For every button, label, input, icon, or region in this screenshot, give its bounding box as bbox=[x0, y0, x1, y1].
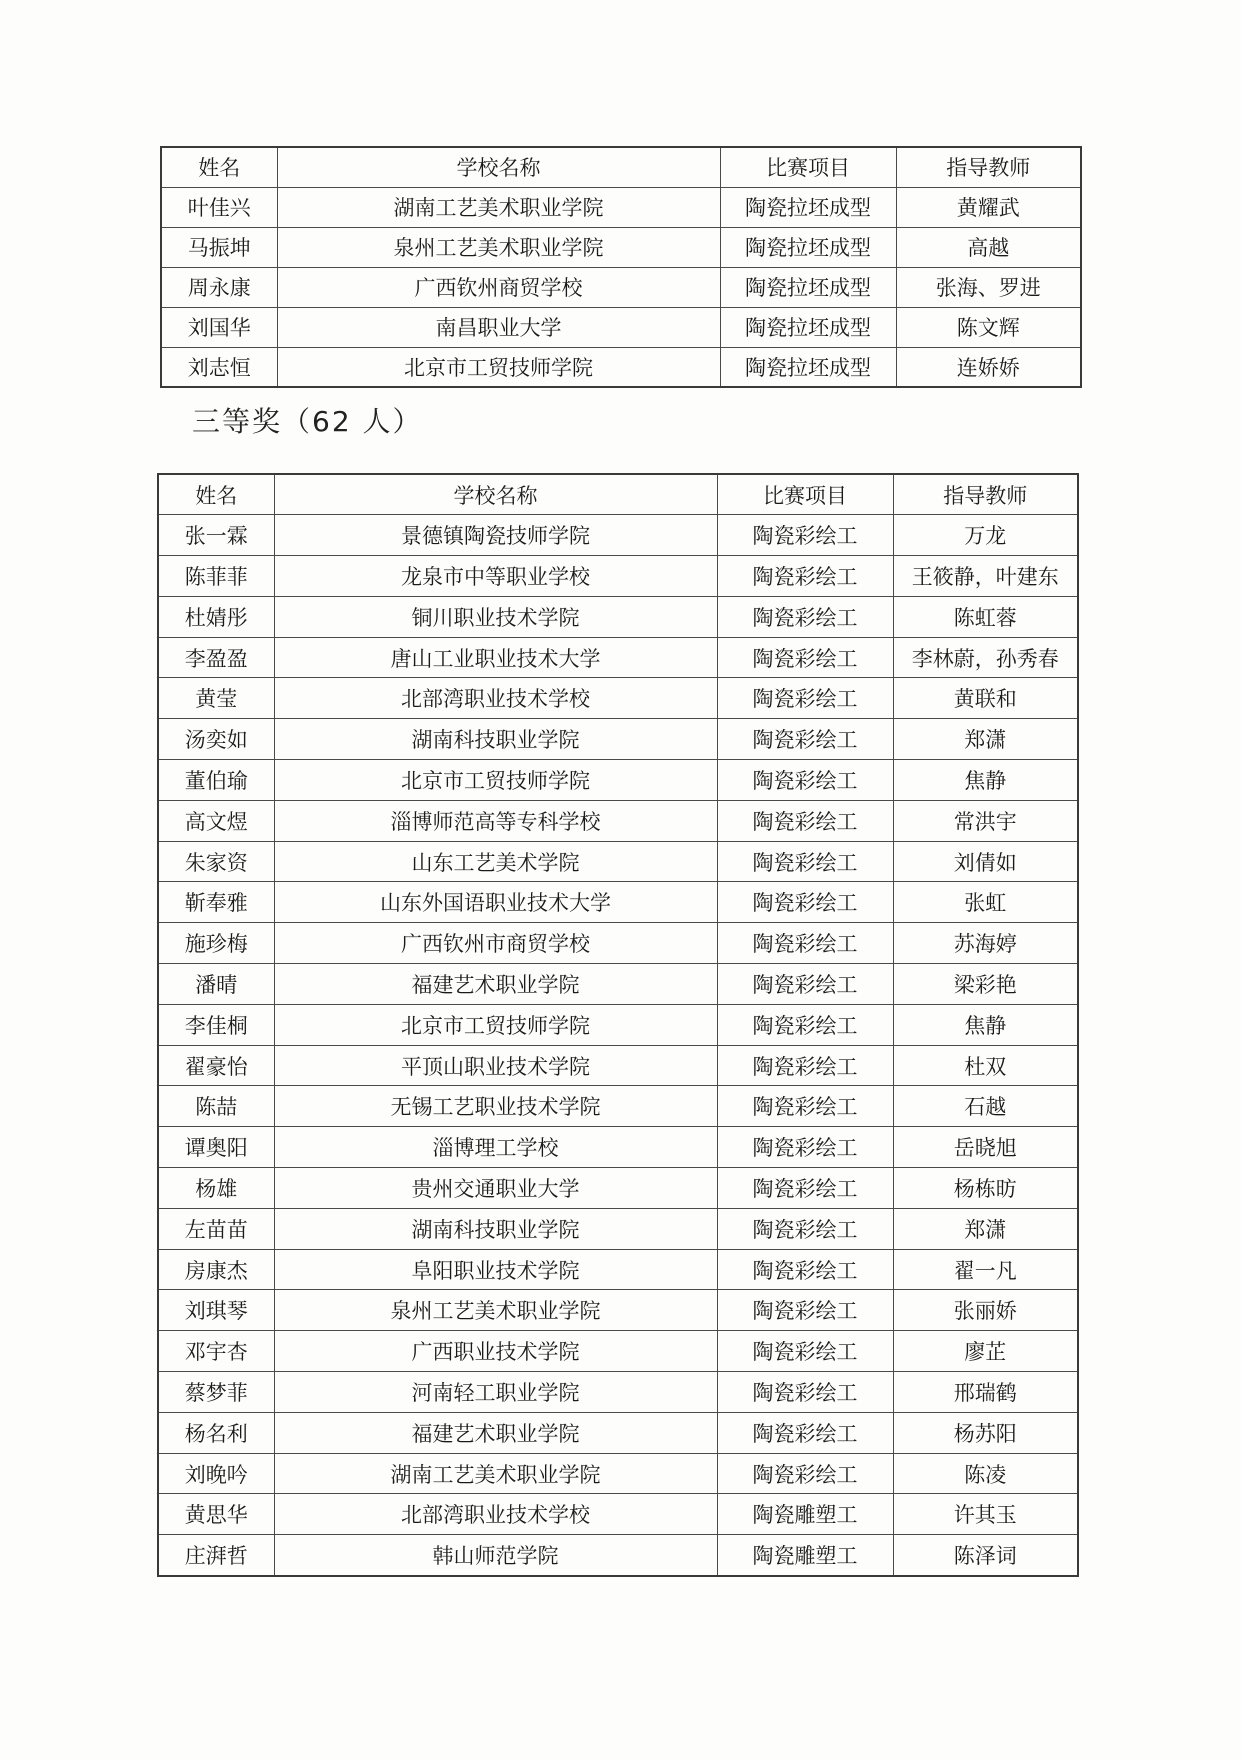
cell-name: 刘晚吟 bbox=[158, 1453, 274, 1494]
cell-event: 陶瓷彩绘工 bbox=[717, 556, 893, 597]
cell-teacher: 张丽娇 bbox=[893, 1290, 1078, 1331]
table-row bbox=[161, 187, 1081, 227]
cell-name: 翟豪怡 bbox=[158, 1045, 274, 1086]
cell-teacher: 张海、罗进 bbox=[896, 267, 1081, 307]
cell-teacher: 郑潇 bbox=[893, 1208, 1078, 1249]
cell-event: 陶瓷彩绘工 bbox=[717, 515, 893, 556]
column-header-name: 姓名 bbox=[158, 474, 274, 515]
table-header-row bbox=[161, 147, 1081, 187]
cell-school: 淄博理工学校 bbox=[274, 1127, 717, 1168]
cell-event: 陶瓷彩绘工 bbox=[717, 882, 893, 923]
table-row bbox=[158, 1168, 1078, 1209]
table-row bbox=[158, 1331, 1078, 1372]
table-row bbox=[158, 882, 1078, 923]
cell-name: 谭奥阳 bbox=[158, 1127, 274, 1168]
cell-teacher: 刘倩如 bbox=[893, 841, 1078, 882]
cell-event: 陶瓷拉坯成型 bbox=[720, 307, 896, 347]
cell-event: 陶瓷彩绘工 bbox=[717, 1127, 893, 1168]
cell-event: 陶瓷雕塑工 bbox=[717, 1494, 893, 1535]
cell-school: 龙泉市中等职业学校 bbox=[274, 556, 717, 597]
cell-event: 陶瓷彩绘工 bbox=[717, 1453, 893, 1494]
cell-name: 黄莹 bbox=[158, 678, 274, 719]
cell-name: 张一霖 bbox=[158, 515, 274, 556]
cell-teacher: 连娇娇 bbox=[896, 347, 1081, 387]
cell-event: 陶瓷彩绘工 bbox=[717, 1331, 893, 1372]
cell-school: 福建艺术职业学院 bbox=[274, 964, 717, 1005]
cell-name: 李盈盈 bbox=[158, 637, 274, 678]
cell-name: 叶佳兴 bbox=[161, 187, 277, 227]
table-row bbox=[158, 841, 1078, 882]
column-header-event: 比赛项目 bbox=[717, 474, 893, 515]
table-row bbox=[161, 347, 1081, 387]
column-header-event: 比赛项目 bbox=[720, 147, 896, 187]
cell-teacher: 杜双 bbox=[893, 1045, 1078, 1086]
cell-school: 韩山师范学院 bbox=[274, 1535, 717, 1576]
table-row bbox=[158, 1208, 1078, 1249]
cell-teacher: 王筱静，叶建东 bbox=[893, 556, 1078, 597]
column-header-name: 姓名 bbox=[161, 147, 277, 187]
cell-name: 刘国华 bbox=[161, 307, 277, 347]
cell-event: 陶瓷彩绘工 bbox=[717, 1004, 893, 1045]
cell-event: 陶瓷彩绘工 bbox=[717, 1086, 893, 1127]
cell-teacher: 万龙 bbox=[893, 515, 1078, 556]
cell-event: 陶瓷彩绘工 bbox=[717, 1249, 893, 1290]
cell-name: 庄湃哲 bbox=[158, 1535, 274, 1576]
cell-name: 杨名利 bbox=[158, 1412, 274, 1453]
cell-name: 杜婧彤 bbox=[158, 596, 274, 637]
cell-teacher: 梁彩艳 bbox=[893, 964, 1078, 1005]
cell-school: 山东工艺美术学院 bbox=[274, 841, 717, 882]
cell-school: 河南轻工职业学院 bbox=[274, 1372, 717, 1413]
table-row bbox=[158, 800, 1078, 841]
cell-teacher: 苏海婷 bbox=[893, 923, 1078, 964]
table-row bbox=[158, 1372, 1078, 1413]
cell-teacher: 黄耀武 bbox=[896, 187, 1081, 227]
table-row bbox=[158, 1004, 1078, 1045]
cell-name: 董伯瑜 bbox=[158, 760, 274, 801]
table-row bbox=[161, 267, 1081, 307]
cell-school: 平顶山职业技术学院 bbox=[274, 1045, 717, 1086]
cell-name: 蔡梦菲 bbox=[158, 1372, 274, 1413]
cell-event: 陶瓷彩绘工 bbox=[717, 841, 893, 882]
cell-school: 广西职业技术学院 bbox=[274, 1331, 717, 1372]
cell-teacher: 陈虹蓉 bbox=[893, 596, 1078, 637]
award-table-third-prize bbox=[157, 473, 1079, 1577]
table-row bbox=[158, 1412, 1078, 1453]
cell-teacher: 陈文辉 bbox=[896, 307, 1081, 347]
cell-school: 唐山工业职业技术大学 bbox=[274, 637, 717, 678]
cell-name: 刘琪琴 bbox=[158, 1290, 274, 1331]
cell-name: 李佳桐 bbox=[158, 1004, 274, 1045]
table-row bbox=[158, 1249, 1078, 1290]
cell-school: 阜阳职业技术学院 bbox=[274, 1249, 717, 1290]
cell-school: 福建艺术职业学院 bbox=[274, 1412, 717, 1453]
table-row bbox=[158, 1086, 1078, 1127]
cell-name: 高文煜 bbox=[158, 800, 274, 841]
cell-school: 广西钦州市商贸学校 bbox=[274, 923, 717, 964]
cell-teacher: 杨栋昉 bbox=[893, 1168, 1078, 1209]
table-row bbox=[158, 1494, 1078, 1535]
cell-school: 湖南工艺美术职业学院 bbox=[277, 187, 720, 227]
table-body bbox=[161, 187, 1081, 387]
cell-event: 陶瓷彩绘工 bbox=[717, 596, 893, 637]
cell-name: 马振坤 bbox=[161, 227, 277, 267]
cell-school: 无锡工艺职业技术学院 bbox=[274, 1086, 717, 1127]
cell-name: 陈喆 bbox=[158, 1086, 274, 1127]
cell-event: 陶瓷拉坯成型 bbox=[720, 227, 896, 267]
table-row bbox=[158, 923, 1078, 964]
table-row bbox=[158, 1535, 1078, 1576]
cell-event: 陶瓷彩绘工 bbox=[717, 1045, 893, 1086]
cell-teacher: 许其玉 bbox=[893, 1494, 1078, 1535]
cell-event: 陶瓷拉坯成型 bbox=[720, 187, 896, 227]
table-row bbox=[158, 596, 1078, 637]
cell-name: 靳奉雅 bbox=[158, 882, 274, 923]
cell-event: 陶瓷彩绘工 bbox=[717, 1168, 893, 1209]
cell-teacher: 翟一凡 bbox=[893, 1249, 1078, 1290]
cell-event: 陶瓷彩绘工 bbox=[717, 760, 893, 801]
table-row bbox=[158, 1127, 1078, 1168]
cell-teacher: 杨苏阳 bbox=[893, 1412, 1078, 1453]
cell-event: 陶瓷彩绘工 bbox=[717, 800, 893, 841]
cell-name: 潘晴 bbox=[158, 964, 274, 1005]
cell-event: 陶瓷彩绘工 bbox=[717, 964, 893, 1005]
cell-school: 北京市工贸技师学院 bbox=[274, 1004, 717, 1045]
cell-event: 陶瓷雕塑工 bbox=[717, 1535, 893, 1576]
cell-school: 北部湾职业技术学校 bbox=[274, 678, 717, 719]
column-header-teacher: 指导教师 bbox=[893, 474, 1078, 515]
column-header-school: 学校名称 bbox=[277, 147, 720, 187]
cell-school: 广西钦州商贸学校 bbox=[277, 267, 720, 307]
cell-event: 陶瓷拉坯成型 bbox=[720, 347, 896, 387]
award-table-continued bbox=[160, 146, 1082, 388]
cell-teacher: 高越 bbox=[896, 227, 1081, 267]
cell-teacher: 陈泽词 bbox=[893, 1535, 1078, 1576]
cell-event: 陶瓷彩绘工 bbox=[717, 1412, 893, 1453]
cell-school: 北部湾职业技术学校 bbox=[274, 1494, 717, 1535]
cell-name: 房康杰 bbox=[158, 1249, 274, 1290]
cell-teacher: 常洪宇 bbox=[893, 800, 1078, 841]
table-header-row bbox=[158, 474, 1078, 515]
cell-teacher: 李林蔚，孙秀春 bbox=[893, 637, 1078, 678]
cell-school: 泉州工艺美术职业学院 bbox=[274, 1290, 717, 1331]
cell-school: 南昌职业大学 bbox=[277, 307, 720, 347]
cell-school: 景德镇陶瓷技师学院 bbox=[274, 515, 717, 556]
table-row bbox=[158, 719, 1078, 760]
table-row bbox=[158, 556, 1078, 597]
table-row bbox=[158, 515, 1078, 556]
cell-name: 左苗苗 bbox=[158, 1208, 274, 1249]
cell-teacher: 岳晓旭 bbox=[893, 1127, 1078, 1168]
cell-name: 朱家资 bbox=[158, 841, 274, 882]
section-heading-third-prize: 三等奖（62 人） bbox=[192, 405, 423, 438]
cell-name: 黄思华 bbox=[158, 1494, 274, 1535]
cell-event: 陶瓷彩绘工 bbox=[717, 1372, 893, 1413]
cell-event: 陶瓷彩绘工 bbox=[717, 678, 893, 719]
cell-school: 湖南工艺美术职业学院 bbox=[274, 1453, 717, 1494]
cell-event: 陶瓷彩绘工 bbox=[717, 637, 893, 678]
cell-name: 施珍梅 bbox=[158, 923, 274, 964]
cell-name: 周永康 bbox=[161, 267, 277, 307]
cell-teacher: 石越 bbox=[893, 1086, 1078, 1127]
cell-name: 刘志恒 bbox=[161, 347, 277, 387]
cell-school: 北京市工贸技师学院 bbox=[277, 347, 720, 387]
table-row bbox=[161, 227, 1081, 267]
table-row bbox=[158, 637, 1078, 678]
cell-school: 铜川职业技术学院 bbox=[274, 596, 717, 637]
cell-event: 陶瓷彩绘工 bbox=[717, 719, 893, 760]
cell-teacher: 陈凌 bbox=[893, 1453, 1078, 1494]
column-header-school: 学校名称 bbox=[274, 474, 717, 515]
cell-name: 杨雄 bbox=[158, 1168, 274, 1209]
cell-teacher: 邢瑞鹤 bbox=[893, 1372, 1078, 1413]
column-header-teacher: 指导教师 bbox=[896, 147, 1081, 187]
cell-name: 汤奕如 bbox=[158, 719, 274, 760]
table-row bbox=[161, 307, 1081, 347]
cell-school: 湖南科技职业学院 bbox=[274, 719, 717, 760]
cell-teacher: 郑潇 bbox=[893, 719, 1078, 760]
cell-event: 陶瓷彩绘工 bbox=[717, 1290, 893, 1331]
table-row bbox=[158, 964, 1078, 1005]
cell-event: 陶瓷拉坯成型 bbox=[720, 267, 896, 307]
table-row bbox=[158, 1290, 1078, 1331]
cell-school: 贵州交通职业大学 bbox=[274, 1168, 717, 1209]
table-row bbox=[158, 1045, 1078, 1086]
cell-teacher: 廖芷 bbox=[893, 1331, 1078, 1372]
cell-event: 陶瓷彩绘工 bbox=[717, 1208, 893, 1249]
cell-school: 泉州工艺美术职业学院 bbox=[277, 227, 720, 267]
cell-teacher: 焦静 bbox=[893, 1004, 1078, 1045]
cell-school: 北京市工贸技师学院 bbox=[274, 760, 717, 801]
table-body bbox=[158, 515, 1078, 1576]
cell-teacher: 张虹 bbox=[893, 882, 1078, 923]
table-row bbox=[158, 678, 1078, 719]
cell-school: 淄博师范高等专科学校 bbox=[274, 800, 717, 841]
cell-name: 陈菲菲 bbox=[158, 556, 274, 597]
table-row bbox=[158, 760, 1078, 801]
cell-teacher: 黄联和 bbox=[893, 678, 1078, 719]
cell-school: 湖南科技职业学院 bbox=[274, 1208, 717, 1249]
cell-event: 陶瓷彩绘工 bbox=[717, 923, 893, 964]
cell-name: 邓宇杏 bbox=[158, 1331, 274, 1372]
cell-school: 山东外国语职业技术大学 bbox=[274, 882, 717, 923]
table-row bbox=[158, 1453, 1078, 1494]
cell-teacher: 焦静 bbox=[893, 760, 1078, 801]
